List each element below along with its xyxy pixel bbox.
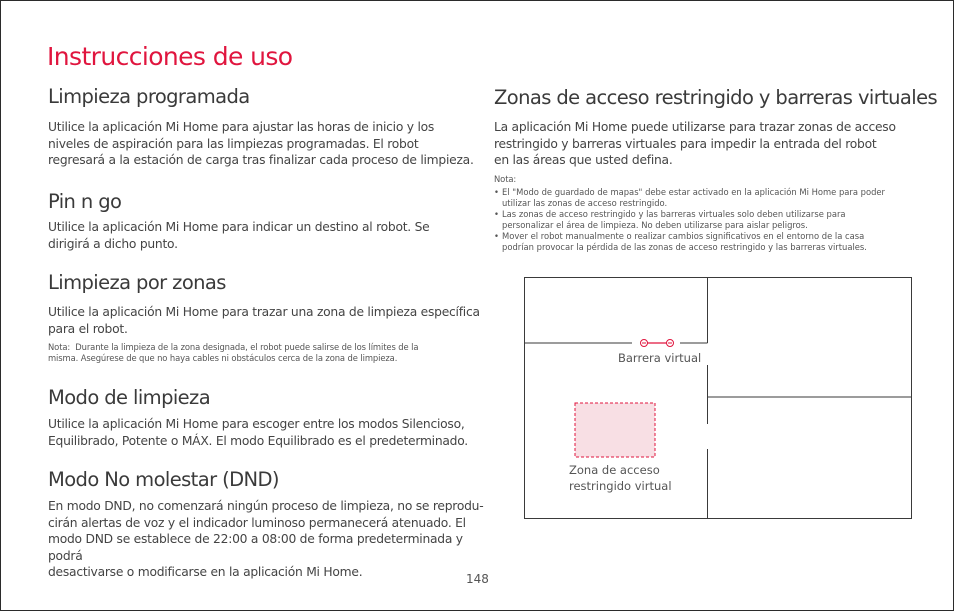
section-heading-zonas-restringidas: Zonas de acceso restringido y barreras virtuales xyxy=(494,86,938,109)
restricted-note-label: Nota: xyxy=(494,174,517,184)
section-body-pin-n-go xyxy=(48,219,429,252)
section-body-zonas-restringidas xyxy=(494,119,896,169)
body-line: restringido y barreras virtuales para impedir la entrada del robot xyxy=(494,136,877,151)
body-line: cirán alertas de voz y el indicador luminoso permanecerá atenuado. El xyxy=(48,515,466,530)
note-bullet xyxy=(494,187,922,209)
restricted-zone-label-line1: Zona de acceso xyxy=(569,463,660,477)
body-line: Utilice la aplicación Mi Home para trazar una zona de limpieza específica xyxy=(48,305,480,319)
note-bullet xyxy=(494,231,922,253)
section-body-modo-no-molestar xyxy=(48,498,490,581)
bullet-line: • El "Modo de guardado de mapas" debe estar activado en la aplicación Mi Home para poder xyxy=(502,187,885,197)
note-line: Durante la limpieza de la zona designada, el robot puede salirse de los límites de la xyxy=(75,342,419,352)
body-line: Equilibrado, Potente o MÁX. El modo Equilibrado es el predeterminado. xyxy=(48,433,468,448)
body-line: desactivarse o modificarse en la aplicación Mi Home. xyxy=(48,565,363,579)
body-line: Utilice la aplicación Mi Home para escoger entre los modos Silencioso, xyxy=(48,417,465,431)
section-heading-modo-de-limpieza: Modo de limpieza xyxy=(48,386,211,409)
body-line: En modo DND, no comenzará ningún proceso de limpieza, no se reprodu- xyxy=(48,499,484,513)
floor-plan-diagram xyxy=(524,277,912,519)
page-title: Instrucciones de uso xyxy=(47,42,293,71)
virtual-barrier-label: Barrera virtual xyxy=(618,351,702,365)
section-body-modo-de-limpieza xyxy=(48,416,468,449)
body-line: regresará a la estación de carga tras finalizar cada proceso de limpieza. xyxy=(48,153,474,167)
note-line: misma. Asegúrese de que no haya cables ni obstáculos cerca de la zona de limpieza. xyxy=(48,353,398,363)
bullet-line: podrían provocar la pérdida de las zonas de acceso restringido y las barreras virtuales. xyxy=(502,242,867,252)
section-heading-limpieza-programada: Limpieza programada xyxy=(48,85,250,108)
page-number: 148 xyxy=(466,572,489,586)
restricted-note-list xyxy=(494,187,922,253)
body-line: niveles de aspiración para las limpiezas programadas. El robot xyxy=(48,136,419,151)
section-body-limpieza-programada xyxy=(48,119,474,169)
section-heading-pin-n-go: Pin n go xyxy=(48,190,122,213)
bullet-line: • Mover el robot manualmente o realizar cambios significativos en el entorno de la casa xyxy=(502,231,865,241)
zone-cleaning-note xyxy=(48,342,418,364)
section-heading-limpieza-por-zonas: Limpieza por zonas xyxy=(48,271,226,294)
section-heading-modo-no-molestar: Modo No molestar (DND) xyxy=(48,468,279,491)
bullet-line: utilizar las zonas de acceso restringido. xyxy=(502,198,668,208)
body-line: en las áreas que usted defina. xyxy=(494,153,673,167)
restricted-zone xyxy=(575,403,655,457)
bullet-line: personalizar el área de limpieza. No deben utilizarse para aislar peligros. xyxy=(502,220,808,230)
note-label: Nota: xyxy=(48,342,71,352)
body-line: Utilice la aplicación Mi Home para indicar un destino al robot. Se xyxy=(48,220,430,234)
restricted-zone-label-line2: restringido virtual xyxy=(569,479,672,493)
body-line: para el robot. xyxy=(48,321,128,336)
note-bullet xyxy=(494,209,922,231)
body-line: modo DND se establece de 22:00 a 08:00 de forma predeterminada y podrá xyxy=(48,532,463,563)
body-line: Utilice la aplicación Mi Home para ajustar las horas de inicio y los xyxy=(48,120,435,134)
body-line: La aplicación Mi Home puede utilizarse para trazar zonas de acceso xyxy=(494,120,896,134)
body-line: dirigirá a dicho punto. xyxy=(48,236,178,251)
section-body-limpieza-por-zonas xyxy=(48,304,480,337)
bullet-line: • Las zonas de acceso restringido y las barreras virtuales solo deben utilizarse para xyxy=(502,209,846,219)
